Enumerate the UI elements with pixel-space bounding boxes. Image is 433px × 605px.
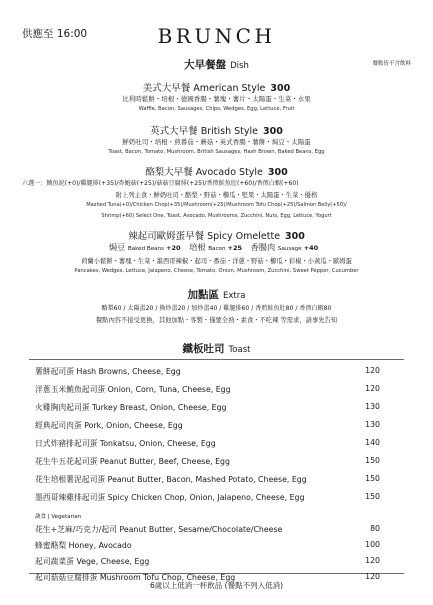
toast-item-price: 100 (365, 540, 380, 549)
addon-sausage-price: +40 (303, 244, 319, 252)
toast-item (35, 420, 390, 431)
toast-veg-item (35, 524, 390, 535)
toast-item-name: 洋蔥玉米鮪魚起司蛋 Onion, Corn, Tuna, Cheese, Egg (35, 385, 231, 394)
toast-section-title (0, 341, 433, 356)
american-style-title (0, 80, 433, 94)
american-style-desc-en: Waffle, Bacon, Sausages, Chips, Wedges, Egg, Lettuce, Fruit (138, 106, 295, 112)
avocado-style-options-zh: 六選一：鮪魚泥(+0)/雞腿排(+35)/杏鮑菇(+25)/菇菇豆腐排(+25)/香煎鮭魚肚(+60)/香煎白蝦(+60) (22, 180, 299, 187)
toast-item-name: 花生牛五花起司蛋 Peanut Butter, Beef, Cheese, Egg (35, 457, 230, 466)
toast-item-price: 120 (365, 366, 380, 375)
drink-note: 餐點皆不含飲料 (372, 61, 411, 67)
avocado-style-desc-zh: 附上列主食・鮮奶吐司・酪梨・野菇・櫛瓜・堅果・太陽蛋・生菜・優格 (115, 192, 318, 199)
toast-item-name: 起司蔬菜蛋 Vege, Cheese, Egg (35, 557, 150, 566)
breakfast-section-title (0, 57, 433, 72)
extra-section-title (0, 287, 433, 302)
breakfast-title-zh: 大早餐盤 (184, 59, 227, 71)
toast-item-price: 130 (365, 402, 380, 411)
spicy-omelette-price: 300 (285, 231, 305, 242)
addon-sausage-en: Sausage (277, 246, 302, 252)
toast-item (35, 366, 390, 377)
toast-item-name: 蜂蜜酪梨 Honey, Avocado (35, 541, 132, 550)
toast-item-name: 火雞胸肉起司蛋 Turkey Breast, Onion, Cheese, Egg (35, 403, 227, 412)
american-style-name: 美式大早餐 American Style (142, 83, 266, 94)
toast-item (35, 456, 390, 467)
american-style-desc-zh: 比利時鬆餅・培根・德國香腸・薯塊・薯片・太陽蛋・生菜・水果 (122, 95, 311, 103)
avocado-style-desc-en-1: Mashed Tuna(+0)/Chicken Chop(+35)/Mushroom(+25)/Mushroom Tofu Chop(+25)/Salmon Belly(+50)/ (86, 202, 347, 208)
addon-beans-price: +20 (166, 244, 181, 252)
toast-item-price: 120 (365, 384, 380, 393)
addon-bacon-price: +25 (227, 244, 242, 252)
spicy-omelette-name: 辣起司歐姆蛋早餐 Spicy Omelette (128, 231, 281, 242)
toast-item (35, 492, 390, 503)
toast-item (35, 438, 390, 449)
toast-veg-item (35, 556, 390, 567)
toast-menu-box (29, 359, 404, 574)
toast-item-name: 經典起司肉蛋 Pork, Onion, Cheese, Egg (35, 421, 183, 430)
british-style-price: 300 (262, 126, 283, 137)
british-style-desc-zh: 鮮奶吐司・培根・煎番茄・蘑菇・英式香腸・薯餅・焗豆・太陽蛋 (122, 138, 311, 146)
toast-item-name: 墨西哥辣雞排起司蛋 Spicy Chicken Chop, Onion, Jalapeno, Cheese, Egg (35, 493, 305, 502)
toast-item-name: 日式炸豬排起司蛋 Tonkatsu, Onion, Cheese, Egg (35, 439, 216, 448)
toast-title-zh: 鐵板吐司 (182, 343, 225, 355)
minimum-order-note: 6歲以上低消一杯飲品 (餐點不列入低消) (149, 581, 283, 590)
toast-item-price: 130 (365, 420, 380, 429)
extra-note: 餐點內容不接受更換，其他加點・客製・僅要全熟・素食・不吃辣 等需求，請事先告知 (95, 317, 338, 324)
spicy-omelette-desc-en: Pancakes, Wedges, Lettuce, Jalapeno, Cheese, Tomato, Onion, Mushroom, Zucchini, Sweet Pepper, Cucumber (74, 268, 359, 274)
serve-time: 供應至 16:00 (22, 28, 88, 40)
british-style-desc-en: Toast, Bacon, Tomato, Mushroom, British Sausages, Hash Brown, Baked Beans, Egg (108, 149, 325, 155)
avocado-style-desc-en-2: Shrimp(+60) Select One, Toast, Avocado, Mushrooms, Zucchini, Nuts, Egg, Lettuce, Yogurt (101, 213, 332, 219)
toast-item-name: 花生培根薯泥起司蛋 Peanut Butter, Bacon, Mashed Potato, Cheese, Egg (35, 475, 307, 484)
toast-item-name: 花生+芝麻/巧克力/起司 Peanut Butter, Sesame/Chocolate/Cheese (35, 525, 283, 534)
extra-items: 酪梨60 / 太陽蛋20 / 換炒蛋20 / 加炒蛋40 / 雞腿排60 / 香煎鮭魚肚80 / 香煎白蝦80 (101, 305, 332, 312)
toast-title-en: Toast (228, 345, 251, 355)
avocado-style-name: 酪梨大早餐 Avocado Style (145, 167, 263, 178)
toast-item-price: 80 (370, 524, 380, 533)
toast-item-name: 起司菇菇豆腐排蛋 Mushroom Tofu Chop, Cheese, Egg (35, 573, 236, 582)
vegetarian-label: 蔬食 | Vegetarian (35, 514, 82, 520)
spicy-omelette-title (0, 228, 433, 242)
toast-item (35, 474, 390, 485)
toast-item-name: 薯餅起司蛋 Hash Browns, Cheese, Egg (35, 367, 181, 376)
extra-title-zh: 加點區 (187, 289, 220, 301)
addon-bacon-zh: 培根 (189, 242, 206, 252)
toast-item-price: 140 (365, 438, 380, 447)
spicy-omelette-desc-zh: 荷蘭小鬆餅・薯塊・生菜・墨西哥辣椒・起司・番茄・洋蔥・野菇・櫛瓜・彩椒・小黃瓜・歐姆蛋 (81, 258, 352, 265)
spicy-omelette-addons (0, 242, 433, 253)
toast-item (35, 384, 390, 395)
toast-veg-item (35, 540, 390, 551)
british-style-title (0, 123, 433, 137)
toast-item-price: 150 (365, 456, 380, 465)
extra-title-en: Extra (223, 291, 246, 301)
avocado-style-price: 300 (267, 167, 288, 178)
addon-sausage-zh: 香腸肉 (250, 242, 276, 252)
addon-beans-en: Baked Beans (127, 246, 165, 252)
toast-item-price: 120 (365, 572, 380, 581)
breakfast-title-en: Dish (230, 61, 249, 71)
toast-item-price: 150 (365, 492, 380, 501)
american-style-price: 300 (270, 83, 291, 94)
toast-item-price: 120 (365, 556, 380, 565)
addon-beans-zh: 焗豆 (108, 242, 126, 252)
toast-item-price: 150 (365, 474, 380, 483)
british-style-name: 英式大早餐 British Style (150, 126, 258, 137)
brand-title: BRUNCH (157, 24, 276, 48)
avocado-style-title (0, 164, 433, 178)
toast-item (35, 402, 390, 413)
addon-bacon-en: Bacon (208, 246, 226, 252)
